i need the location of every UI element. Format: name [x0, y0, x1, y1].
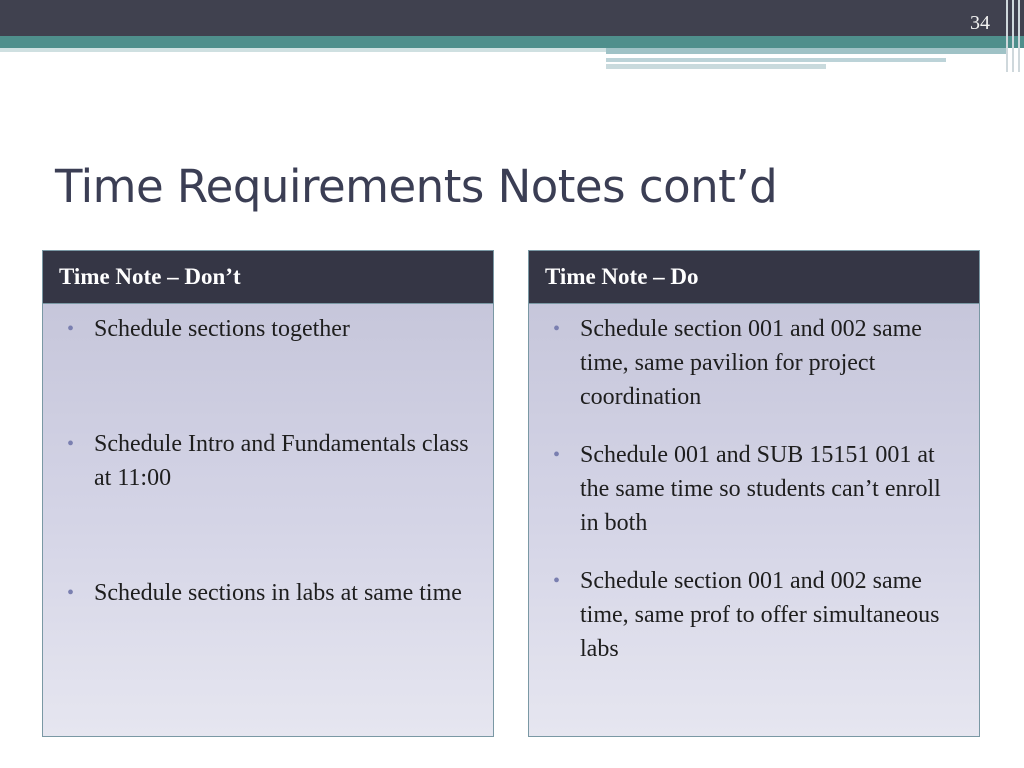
bullet-icon: • — [67, 582, 75, 604]
list-item-text: Schedule section 001 and 002 same time, same prof to offer simultaneous labs — [580, 568, 940, 662]
decorative-line — [1018, 0, 1020, 72]
bullet-icon: • — [67, 433, 75, 455]
top-decorative-bar — [0, 0, 1024, 36]
slide-title: Time Requirements Notes cont’d — [55, 160, 778, 213]
list-item — [43, 576, 493, 610]
slide-number: 34 — [970, 12, 990, 34]
dont-panel-header: Time Note – Don’t — [43, 251, 493, 304]
decorative-stripe — [606, 48, 1006, 54]
list-item-text: Schedule sections in labs at same time — [94, 580, 462, 606]
bullet-icon: • — [553, 570, 561, 592]
list-item — [43, 312, 493, 346]
list-item — [43, 427, 493, 495]
decorative-line — [1006, 0, 1008, 72]
list-item-text: Schedule sections together — [94, 316, 350, 342]
bullet-icon: • — [553, 444, 561, 466]
list-item-text: Schedule section 001 and 002 same time, same pavilion for project coordination — [580, 316, 922, 410]
dont-panel — [42, 250, 494, 737]
dont-list — [43, 304, 493, 610]
bullet-icon: • — [553, 318, 561, 340]
list-item-text: Schedule Intro and Fundamentals class at 11:00 — [94, 431, 469, 491]
bullet-icon: • — [67, 318, 75, 340]
list-item — [529, 438, 979, 540]
decorative-stripe — [606, 64, 826, 69]
decorative-line — [1012, 0, 1014, 72]
list-item-text: Schedule 001 and SUB 15151 001 at the same time so students can’t enroll in both — [580, 442, 941, 536]
list-item — [529, 312, 979, 414]
list-item — [529, 564, 979, 666]
decorative-stripe — [0, 48, 606, 52]
teal-decorative-band — [0, 36, 1024, 48]
do-list — [529, 304, 979, 666]
decorative-stripe — [606, 58, 946, 62]
do-panel — [528, 250, 980, 737]
do-panel-header: Time Note – Do — [529, 251, 979, 304]
